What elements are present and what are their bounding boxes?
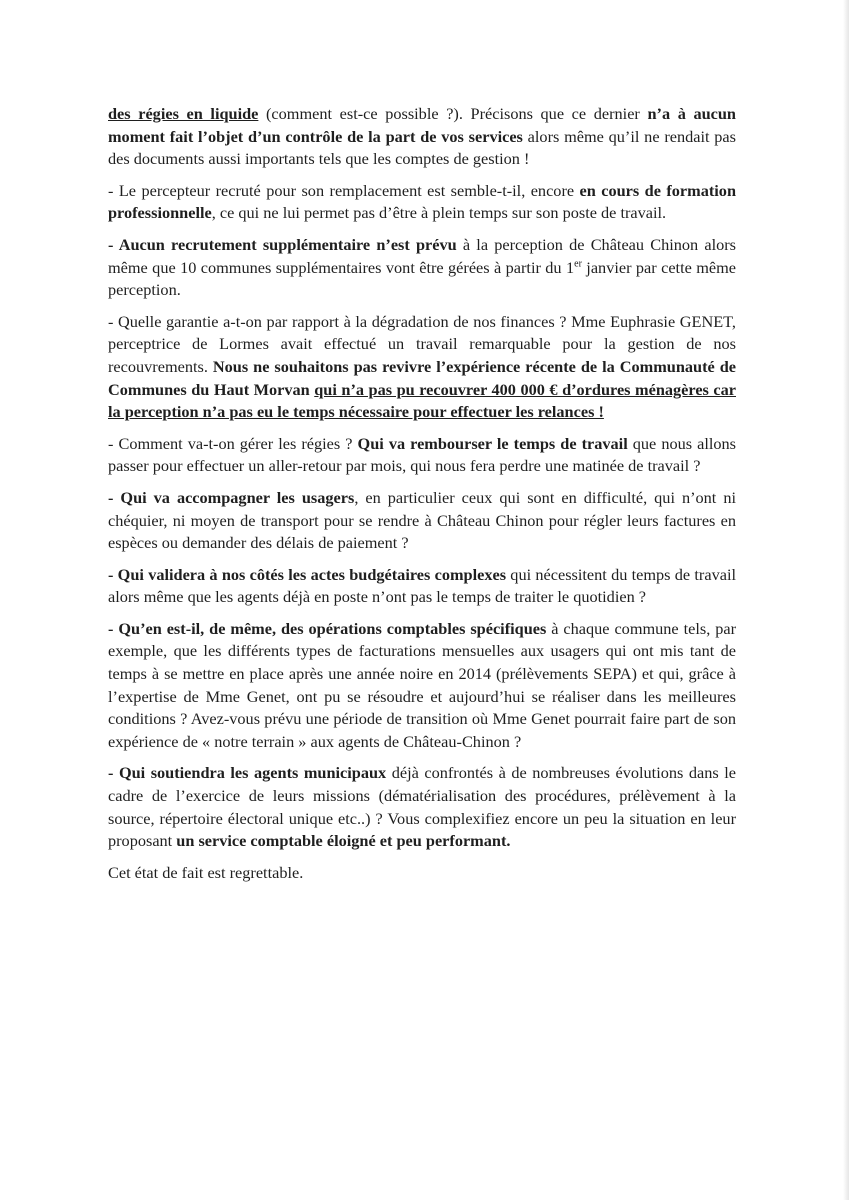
paragraph-text: déjà confrontés à de nombreuses évolutions dans le cadre de l’exercice de leurs missions (dématérialisation des procédures, prélèvement à la source, répertoire électoral unique etc..) ? Vous complexifiez encore un peu la situation en leur proposant — [108, 763, 736, 851]
emphasis-rembourser: Qui va rembourser le temps de travail — [357, 433, 628, 453]
emphasis-controle: n’a à aucun moment fait l’objet d’un contrôle de la part de vos services — [108, 104, 736, 146]
emphasis-agents: - Qui soutiendra les agents municipaux — [108, 763, 387, 783]
paragraph-text: Cet état de fait est regrettable. — [108, 862, 304, 882]
paragraph-recrutement — [108, 234, 736, 302]
paragraph-agents-municipaux — [108, 762, 736, 852]
paragraph-text: à chaque commune tels, par exemple, que les différents types de facturations mensuelles aux usagers qui ont mis tant de temps à se mettre en place après une année noire en 2014 (prélèvements SEPA) et qui, grâce à l’expertise de Mme Genet, ont pu se résoudre et aujourd’hui se réaliser dans les meilleures conditions ? Avez-vous prévu une période de transition où Mme Genet pourrait faire part de son expérience de « notre terrain » aux agents de Château-Chinon ? — [108, 618, 736, 751]
paragraph-text: alors même qu’il ne rendait pas des documents aussi importants tels que les comptes de gestion ! — [108, 126, 736, 169]
scan-edge — [843, 0, 849, 1200]
paragraph-actes-budgetaires — [108, 564, 736, 609]
emphasis-regies-liquide: des régies en liquide — [108, 104, 259, 123]
paragraph-text: qui nécessitent du temps de travail alors même que les agents déjà en poste n’ont pas le temps de traiter le quotidien ? — [108, 564, 736, 607]
paragraph-text: , en particulier ceux qui sont en difficulté, qui n’ont ni chéquier, ni moyen de transport pour se rendre à Château Chinon pour régler leurs factures en espèces ou demander des délais de paiement ? — [108, 487, 736, 553]
letter-body — [108, 103, 736, 893]
paragraph-conclusion — [108, 862, 736, 885]
emphasis-recouvrer: qui n’a pas pu recouvrer 400 000 € d’ordures ménagères car la perception n’a pas eu le temps nécessaire pour effectuer les relances ! — [108, 379, 736, 422]
emphasis-operations: - Qu’en est-il, de même, des opérations comptables spécifiques — [108, 618, 547, 638]
emphasis-recrutement: - Aucun recrutement supplémentaire n’est prévu — [108, 234, 457, 254]
emphasis-formation: en cours de formation professionnelle — [108, 180, 737, 223]
paragraph-text: que nous allons passer pour effectuer un aller-retour par mois, qui nous fera perdre une matinée de travail ? — [108, 433, 736, 476]
paragraph-text: janvier par cette même perception. — [108, 257, 736, 300]
paragraph-regies-liquide — [108, 103, 736, 171]
paragraph-text: (comment est-ce possible ?). Précisons que ce dernier — [258, 104, 648, 123]
emphasis-service-comptable: un service comptable éloigné et peu performant. — [176, 831, 511, 851]
emphasis-actes: - Qui validera à nos côtés les actes budgétaires complexes — [108, 564, 507, 584]
emphasis-usagers: - Qui va accompagner les usagers — [108, 487, 355, 507]
paragraph-text: - Quelle garantie a-t-on par rapport à la dégradation de nos finances ? Mme Euphrasie GENET, perceptrice de Lormes avait effectué un travail remarquable pour la gestion de nos recouvrements. — [108, 311, 736, 376]
paragraph-percepteur — [108, 180, 736, 225]
paragraph-text: à la perception de Château Chinon alors même que 10 communes supplémentaires vont être gérées à partir du 1 — [108, 234, 737, 277]
paragraph-text: - Comment va-t-on gérer les régies ? — [108, 433, 358, 453]
paragraph-regies — [108, 433, 736, 478]
paragraph-garantie — [108, 311, 736, 424]
superscript-er: er — [574, 258, 582, 270]
emphasis-experience: Nous ne souhaitons pas revivre l’expérience récente de la Communauté de Communes du Haut Morvan — [108, 356, 736, 399]
paragraph-usagers — [108, 487, 736, 555]
paragraph-text: - Le percepteur recruté pour son remplacement est semble-t-il, encore — [108, 180, 580, 200]
paragraph-text: , ce qui ne lui permet pas d’être à plein temps sur son poste de travail. — [211, 203, 667, 223]
paragraph-operations-comptables — [108, 618, 736, 754]
